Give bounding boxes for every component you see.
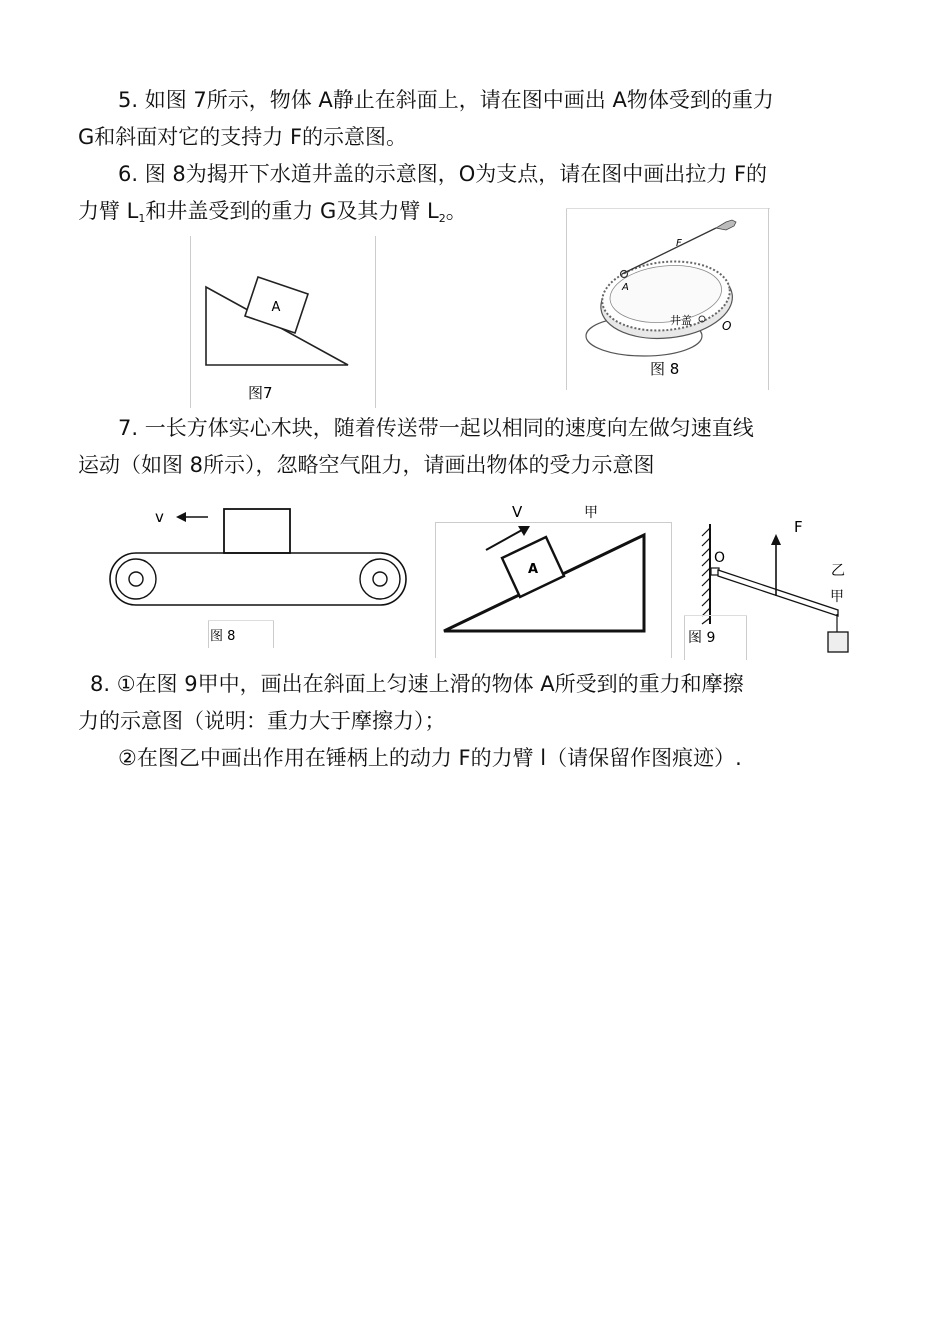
velocity-v-label-2: V bbox=[512, 503, 523, 521]
block-a-2-label: A bbox=[527, 562, 539, 577]
jia-label-2: 甲 bbox=[830, 589, 844, 605]
figure-7-caption: 图7 bbox=[248, 384, 273, 402]
figure-9-caption: 图 9 bbox=[688, 630, 716, 646]
q8-line2: 力的示意图（说明：重力大于摩擦力）； bbox=[78, 709, 446, 733]
q7-line1: 7. 一长方体实心木块，随着传送带一起以相同的速度向左做匀速直线 bbox=[118, 416, 754, 440]
conveyor-caption: 图 8 bbox=[210, 629, 236, 644]
jia-label-1: 甲 bbox=[584, 505, 598, 521]
left-roller bbox=[116, 559, 156, 599]
q6-sub2: 2 bbox=[438, 212, 446, 225]
figure-8-manhole bbox=[566, 208, 770, 390]
manhole-lid bbox=[597, 255, 736, 344]
q6-line2 bbox=[78, 197, 467, 233]
velocity-v-label: v bbox=[155, 508, 164, 526]
q8-line1: 8. ①在图 9甲中，画出在斜面上匀速上滑的物体 A所受到的重力和摩擦 bbox=[90, 672, 744, 696]
block-a-label: A bbox=[271, 300, 281, 315]
hanging-weight bbox=[828, 632, 848, 652]
hand-icon bbox=[716, 220, 736, 230]
q6-line1: 6. 图 8为揭开下水道井盖的示意图，O为支点，请在图中画出拉力 F的 bbox=[118, 162, 768, 186]
force-f-label: F bbox=[676, 238, 682, 249]
q7-line2: 运动（如图 8所示），忽略空气阻力，请画出物体的受力示意图 bbox=[78, 453, 655, 477]
force-f-arrowhead bbox=[771, 534, 781, 545]
yi-label: 乙 bbox=[831, 563, 845, 579]
figure-9-jia-incline bbox=[434, 500, 674, 658]
right-roller-axle bbox=[373, 572, 387, 586]
figure-9-yi-lever bbox=[680, 510, 860, 660]
wooden-block bbox=[224, 509, 290, 553]
left-roller-axle bbox=[129, 572, 143, 586]
right-roller bbox=[360, 559, 400, 599]
conveyor-belt bbox=[110, 553, 406, 605]
force-f-label-2: F bbox=[794, 518, 803, 536]
lid-text: 井盖 bbox=[670, 314, 692, 327]
q6-line2-b: 和井盖受到的重力 G及其力臂 L bbox=[145, 199, 439, 223]
figure-8-caption: 图 8 bbox=[650, 360, 680, 378]
q6-line2-c: 。 bbox=[445, 199, 467, 223]
figure-7 bbox=[190, 236, 376, 408]
q6-sub1: 1 bbox=[138, 212, 146, 225]
velocity-arrow-2 bbox=[486, 530, 522, 550]
wall-hatching bbox=[702, 528, 710, 624]
pivot-o-label: O bbox=[722, 319, 732, 333]
q6-line2-a: 力臂 L bbox=[78, 199, 139, 223]
figure-8-conveyor bbox=[100, 500, 420, 650]
point-a-label: A bbox=[622, 282, 629, 293]
q5-line1: 5. 如图 7所示，物体 A静止在斜面上，请在图中画出 A物体受到的重力 bbox=[118, 88, 774, 112]
velocity-arrowhead bbox=[176, 512, 186, 522]
pivot-o-label-2: O bbox=[714, 550, 726, 566]
lever-rod bbox=[718, 570, 838, 616]
q5-line2: G和斜面对它的支持力 F的示意图。 bbox=[78, 125, 408, 149]
q8-line3: ②在图乙中画出作用在锤柄上的动力 F的力臂 l（请保留作图痕迹）. bbox=[118, 746, 742, 770]
